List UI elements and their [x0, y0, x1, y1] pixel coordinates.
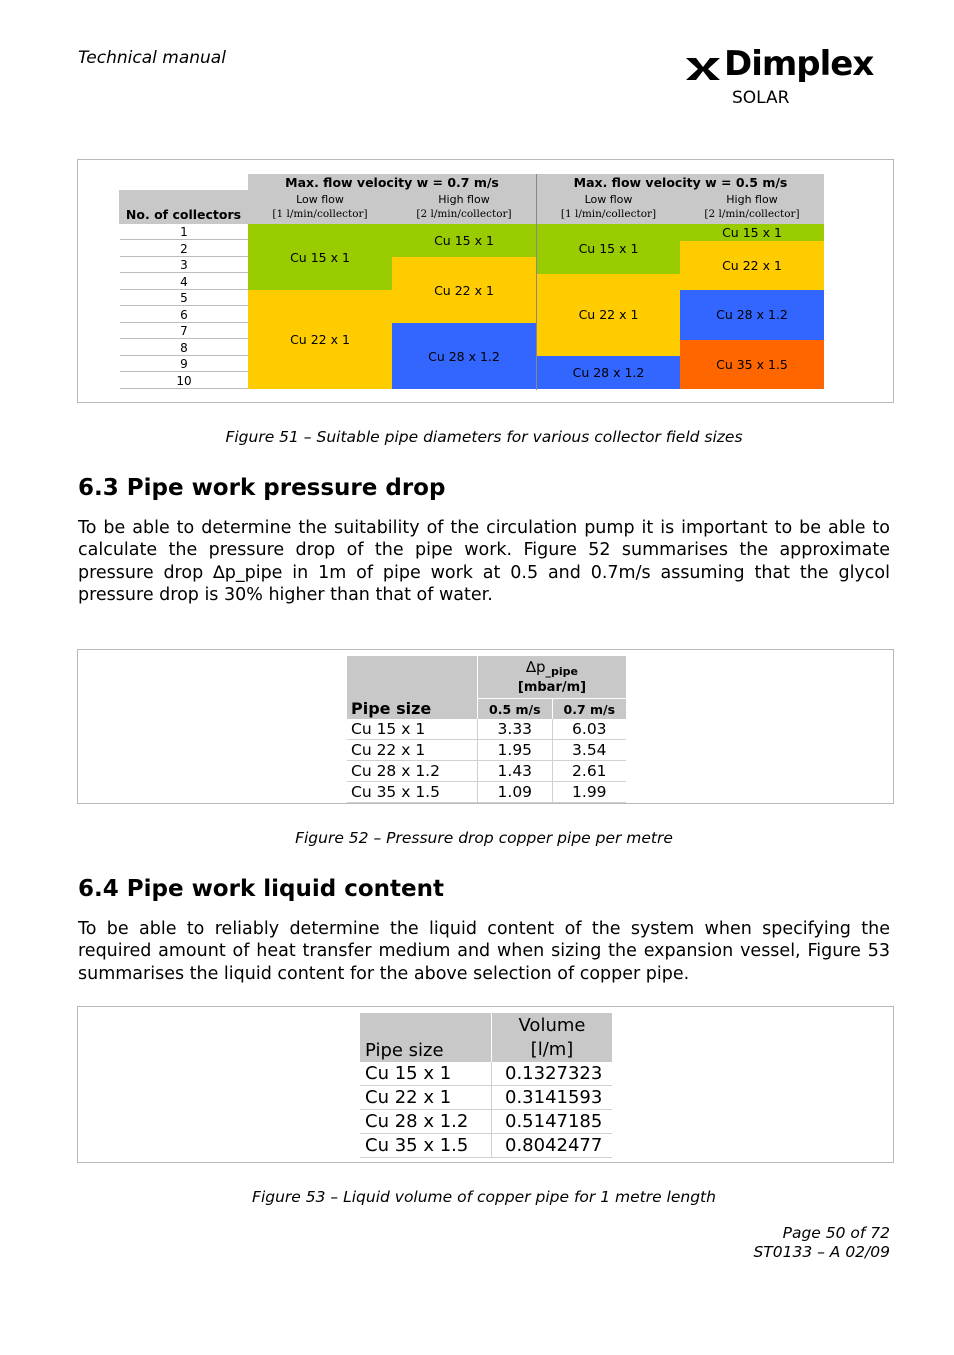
- value-07-cell: 3.54: [552, 740, 626, 761]
- pipe-size-cell: Cu 28 x 1.2: [680, 290, 824, 340]
- pipe-size-cell: Cu 15 x 1: [360, 1062, 492, 1086]
- group-title-07: Max. flow velocity w = 0.7 m/s: [285, 175, 499, 190]
- table-row: [347, 740, 626, 761]
- col-07: 0.7 m/s: [552, 699, 626, 720]
- section-6-3-heading: 6.3 Pipe work pressure drop: [78, 475, 446, 501]
- volume-cell: 0.5147185: [492, 1110, 613, 1134]
- table-row: [360, 1086, 612, 1110]
- table-row: [360, 1134, 612, 1158]
- pipe-size-cell: Cu 22 x 1: [392, 257, 536, 323]
- pipe-size-cell: Cu 15 x 1: [248, 224, 392, 290]
- document-code: ST0133 – A 02/09: [753, 1243, 890, 1261]
- figure-52-caption: Figure 52 – Pressure drop copper pipe per metre: [295, 829, 673, 847]
- subheader-0: Low flow [1 l/min/collector]: [272, 193, 368, 220]
- table-row: [347, 782, 626, 803]
- collector-row-label: 4: [120, 274, 248, 290]
- table-row: [347, 719, 626, 740]
- collector-row-label: 2: [120, 241, 248, 257]
- collector-row-label: 7: [120, 323, 248, 339]
- collector-row-label: 1: [120, 224, 248, 240]
- pipe-size-cell: Cu 28 x 1.2: [347, 761, 478, 782]
- collector-row-label: 10: [120, 373, 248, 389]
- collector-row-label: 6: [120, 307, 248, 323]
- value-07-cell: 6.03: [552, 719, 626, 740]
- dimplex-logo: [684, 44, 894, 88]
- value-05-cell: 1.95: [478, 740, 553, 761]
- col-pipe-size: Pipe size: [347, 656, 478, 719]
- value-07-cell: 1.99: [552, 782, 626, 803]
- pipe-size-cell: Cu 35 x 1.5: [347, 782, 478, 803]
- volume-cell: 0.8042477: [492, 1134, 613, 1158]
- group-title-05: Max. flow velocity w = 0.5 m/s: [573, 175, 788, 190]
- col-05: 0.5 m/s: [478, 699, 553, 720]
- collector-row-label: 8: [120, 340, 248, 356]
- liquid-volume-table: [360, 1013, 612, 1158]
- section-6-4-text: To be able to reliably determine the liquid content of the system when specifying the required amount of heat transfer medium and when sizing the expansion vessel, Figure 53 summarises the liquid content for the above selection of copper pipe.: [78, 919, 890, 984]
- value-05-cell: 3.33: [478, 719, 553, 740]
- value-05-cell: 1.43: [478, 761, 553, 782]
- value-07-cell: 2.61: [552, 761, 626, 782]
- pipe-size-cell: Cu 15 x 1: [537, 224, 680, 274]
- pipe-size-cell: Cu 28 x 1.2: [537, 356, 680, 389]
- pipe-size-cell: Cu 15 x 1: [680, 224, 824, 241]
- pipe-size-cell: Cu 28 x 1.2: [360, 1110, 492, 1134]
- collector-row-label: 9: [120, 356, 248, 372]
- table-row: [360, 1110, 612, 1134]
- volume-cell: 0.1327323: [492, 1062, 613, 1086]
- pipe-size-cell: Cu 22 x 1: [347, 740, 478, 761]
- pressure-drop-table: [347, 656, 626, 803]
- figure-51-caption: Figure 51 – Suitable pipe diameters for various collector field sizes: [225, 428, 743, 446]
- table-row: [347, 761, 626, 782]
- pipe-size-cell: Cu 22 x 1: [537, 274, 680, 357]
- pipe-size-cell: Cu 22 x 1: [360, 1086, 492, 1110]
- pipe-size-cell: Cu 15 x 1: [392, 224, 536, 257]
- document-title: Technical manual: [78, 48, 226, 68]
- value-05-cell: 1.09: [478, 782, 553, 803]
- page-number: Page 50 of 72: [782, 1224, 890, 1242]
- logo-word: Dimplex: [724, 44, 874, 84]
- collector-row-label: 3: [120, 257, 248, 273]
- logo-subtitle: SOLAR: [732, 88, 790, 108]
- row-header: No. of collectors: [125, 207, 242, 222]
- col-pipe-size: Pipe size: [360, 1013, 492, 1062]
- volume-cell: 0.3141593: [492, 1086, 613, 1110]
- pipe-size-cell: Cu 28 x 1.2: [392, 323, 536, 389]
- dimplex-logo-icon: [684, 54, 722, 84]
- collector-row-label: 5: [120, 290, 248, 306]
- col-volume: Volume [l/m]: [492, 1013, 613, 1062]
- figure-53-caption: Figure 53 – Liquid volume of copper pipe for 1 metre length: [252, 1188, 716, 1206]
- table-row: [360, 1062, 612, 1086]
- pipe-size-cell: Cu 22 x 1: [248, 290, 392, 389]
- subheader-3: High flow [2 l/min/collector]: [704, 193, 800, 220]
- pipe-size-cell: Cu 22 x 1: [680, 241, 824, 291]
- col-dp: $\Delta p_{\_pipe}$ [mbar/m]: [478, 656, 627, 699]
- pipe-size-cell: Cu 35 x 1.5: [360, 1134, 492, 1158]
- pipe-size-cell: Cu 35 x 1.5: [680, 340, 824, 390]
- subheader-2: Low flow [1 l/min/collector]: [560, 193, 657, 220]
- section-6-3-text: To be able to determine the suitability of the circulation pump it is important to be able to calculate the pressure drop of the pipe work. Figure 52 summarises the approximate pressure drop ∆p_pipe in 1m of pipe work at 0.5 and 0.7m/s assuming that the glycol pressure drop is 30% higher than that of water.: [78, 518, 890, 605]
- pipe-size-cell: Cu 15 x 1: [347, 719, 478, 740]
- subheader-1: High flow [2 l/min/collector]: [416, 193, 512, 220]
- section-6-4-heading: 6.4 Pipe work liquid content: [78, 876, 444, 902]
